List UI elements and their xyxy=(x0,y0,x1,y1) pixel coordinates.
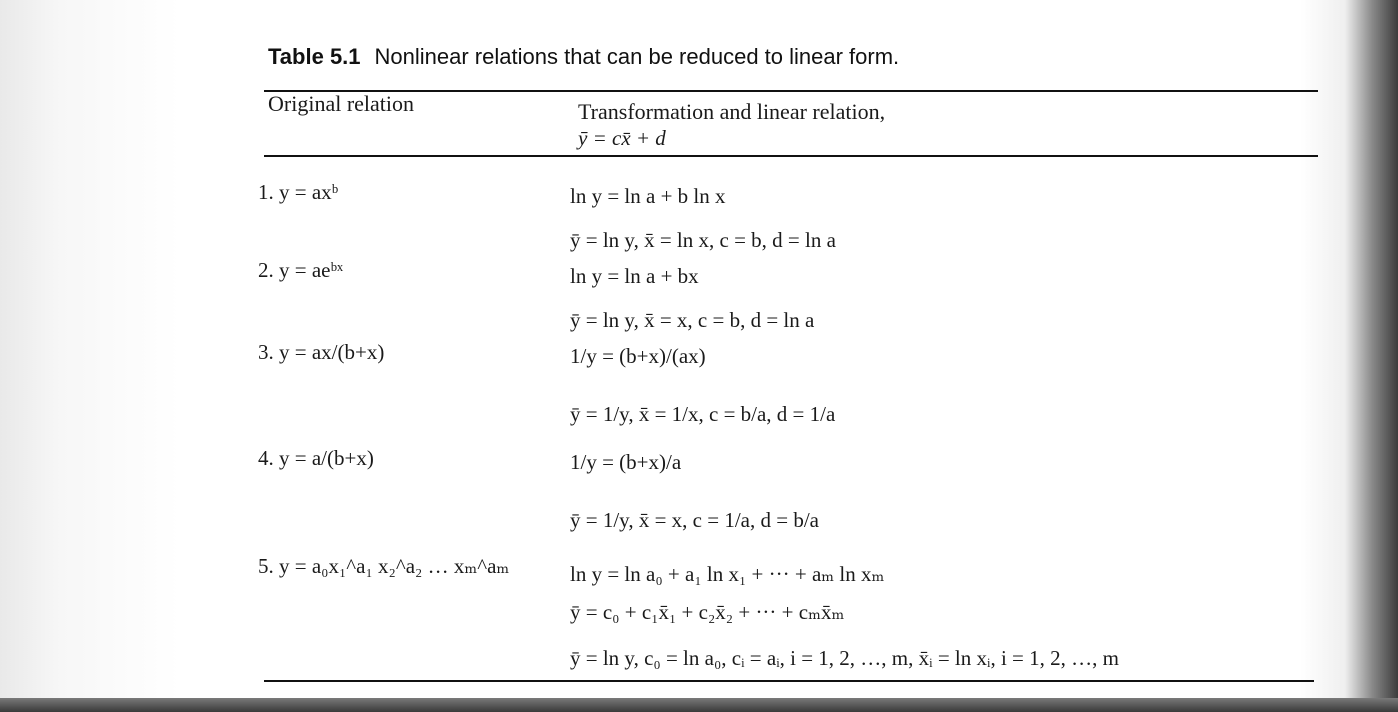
header-original-relation: Original relation xyxy=(268,91,415,116)
row-5-transformation-3: ȳ = ln y, c₀ = ln a₀, cᵢ = aᵢ, i = 1, 2, …, m, x̄ᵢ = ln xᵢ, i = 1, 2, …, m xyxy=(570,646,1119,670)
row-3-original: 3. y = ax/(b+x) xyxy=(258,340,385,364)
table-header-rule xyxy=(264,155,1318,157)
row-5-transformation-2: ȳ = c₀ + c₁x̄₁ + c₂x̄₂ + ··· + cₘx̄ₘ xyxy=(570,600,845,624)
row-5-transformation-1: ln y = ln a₀ + a₁ ln x₁ + ··· + aₘ ln xₘ xyxy=(570,562,885,586)
header-linear-form: ȳ = cx̄ + d xyxy=(578,126,666,150)
row-2-transformation-2: ȳ = ln y, x̄ = x, c = b, d = ln a xyxy=(570,308,815,332)
row-1-transformation-2: ȳ = ln y, x̄ = ln x, c = b, d = ln a xyxy=(570,228,836,252)
row-1-transformation-1: ln y = ln a + b ln x xyxy=(570,184,726,208)
row-3-transformation-2: ȳ = 1/y, x̄ = 1/x, c = b/a, d = 1/a xyxy=(570,402,836,426)
scan-bottom-edge xyxy=(0,698,1398,712)
row-5-original: 5. y = a₀x₁^a₁ x₂^a₂ … xₘ^aₘ xyxy=(258,554,510,578)
row-4-original: 4. y = a/(b+x) xyxy=(258,446,374,470)
row-4-transformation-1: 1/y = (b+x)/a xyxy=(570,450,682,474)
table-top-rule xyxy=(264,90,1318,92)
header-transformation-label: Transformation and linear relation, xyxy=(578,99,886,124)
header-transformation xyxy=(578,100,885,150)
table-label: Table 5.1 xyxy=(268,44,361,69)
table-caption xyxy=(268,44,899,70)
table-bottom-rule xyxy=(264,680,1314,682)
row-1-original: 1. y = axᵇ xyxy=(258,180,339,204)
row-2-transformation-1: ln y = ln a + bx xyxy=(570,264,699,288)
row-4-transformation-2: ȳ = 1/y, x̄ = x, c = 1/a, d = b/a xyxy=(570,508,819,532)
row-2-original: 2. y = aeᵇˣ xyxy=(258,258,344,282)
table-title: Nonlinear relations that can be reduced to linear form. xyxy=(374,44,900,69)
row-3-transformation-1: 1/y = (b+x)/(ax) xyxy=(570,344,706,368)
